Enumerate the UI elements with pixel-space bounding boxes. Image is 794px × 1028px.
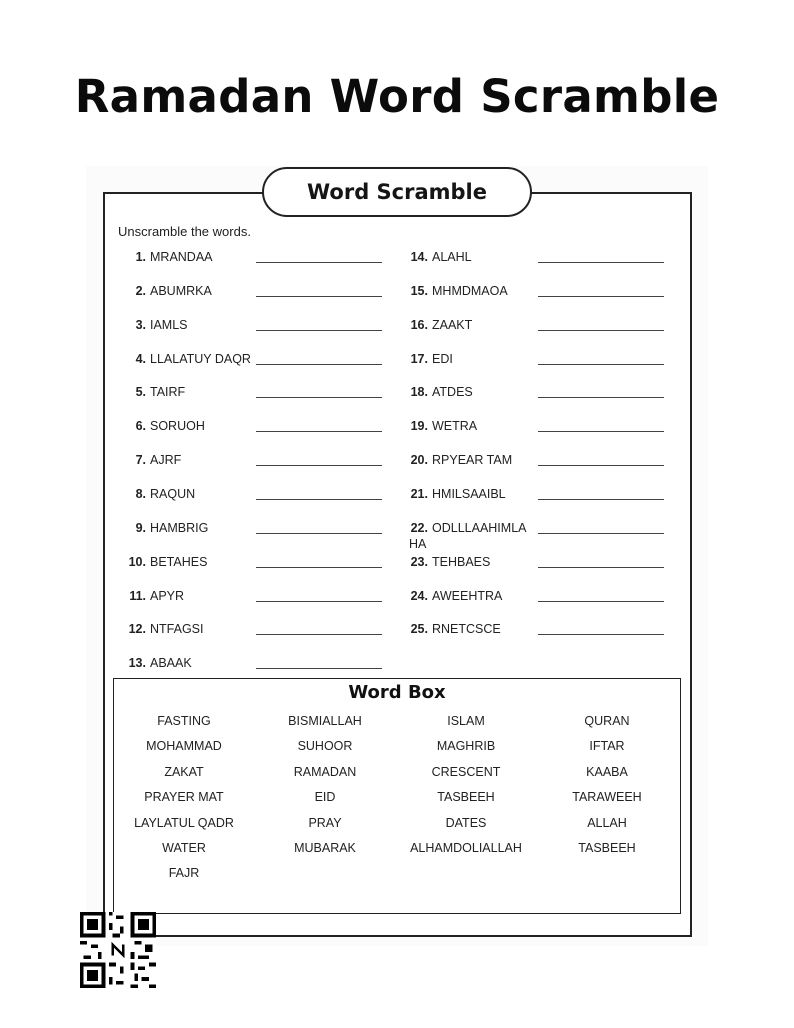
item-number: 17.: [410, 351, 428, 366]
answer-line[interactable]: [538, 465, 664, 466]
answer-line[interactable]: [256, 431, 382, 432]
scrambled-word: BETAHES: [150, 554, 208, 569]
scrambled-word: ODLLLAAHIMLA: [432, 520, 527, 535]
word-box-word: FASTING: [157, 714, 211, 728]
answer-line[interactable]: [256, 668, 382, 669]
scrambled-word: RPYEAR TAM: [432, 453, 513, 468]
word-box-word: LAYLATUL QADR: [134, 815, 234, 830]
scrambled-word: HAMBRIG: [150, 520, 209, 535]
word-box-word: CRESCENT: [431, 764, 501, 779]
scrambled-word: RNETCSCE: [432, 622, 501, 637]
scrambled-word: LLALATUY DAQR: [150, 351, 251, 366]
answer-line[interactable]: [256, 296, 382, 297]
answer-line[interactable]: [538, 567, 664, 568]
word-box-word: TASBEEH: [437, 790, 495, 805]
item-number: 8.: [135, 486, 146, 501]
item-number: 11.: [129, 588, 146, 603]
word-box-word: IFTAR: [589, 739, 625, 754]
item-number: 7.: [135, 453, 146, 468]
scrambled-word-wrap: HA: [409, 536, 427, 551]
scrambled-word: TAIRF: [150, 385, 186, 400]
item-number: 10.: [128, 554, 146, 569]
item-number: 14.: [410, 250, 428, 264]
word-box-word: MOHAMMAD: [146, 739, 222, 754]
scrambled-word: EDI: [432, 351, 453, 366]
word-box-word: RAMADAN: [293, 764, 357, 779]
word-box-word: ZAKAT: [164, 764, 204, 779]
answer-line[interactable]: [256, 397, 382, 398]
scrambled-word: ZAAKT: [432, 317, 473, 332]
word-box-word: WATER: [162, 841, 206, 855]
answer-line[interactable]: [256, 465, 382, 466]
item-number: 20.: [410, 453, 428, 468]
scrambled-word: HMILSAAIBL: [432, 486, 506, 501]
item-number: 1.: [135, 250, 146, 264]
answer-line[interactable]: [538, 296, 664, 297]
scrambled-word: MRANDAA: [150, 250, 213, 264]
instructions: Unscramble the words.: [118, 224, 251, 239]
answer-line[interactable]: [256, 499, 382, 500]
answer-line[interactable]: [538, 330, 664, 331]
word-box-word: TARAWEEH: [572, 790, 642, 805]
scrambled-word: APYR: [150, 588, 185, 603]
answer-line[interactable]: [538, 533, 664, 534]
item-number: 24.: [410, 588, 428, 603]
answer-line[interactable]: [538, 601, 664, 602]
scrambled-word: ALAHL: [432, 250, 472, 264]
item-number: 4.: [135, 351, 146, 366]
answer-line[interactable]: [538, 262, 664, 263]
item-number: 13.: [128, 656, 146, 671]
scrambled-word: ABAAK: [150, 656, 192, 671]
word-box-word: TASBEEH: [578, 841, 636, 855]
word-box-word: PRAYER MAT: [144, 790, 224, 805]
answer-line[interactable]: [538, 364, 664, 365]
item-number: 25.: [410, 622, 428, 637]
word-box-word: PRAY: [308, 815, 342, 830]
answer-line[interactable]: [256, 567, 382, 568]
word-box-word: KAABA: [586, 764, 628, 779]
word-box-word: ALLAH: [587, 815, 627, 830]
scrambled-word: AJRF: [150, 453, 182, 468]
answer-line[interactable]: [256, 262, 382, 263]
item-number: 2.: [135, 283, 146, 298]
scrambled-word: TEHBAES: [432, 554, 491, 569]
word-box-word: DATES: [445, 815, 487, 830]
scrambled-word: AWEEHTRA: [432, 588, 503, 603]
word-box-word: QURAN: [584, 714, 630, 728]
item-number: 5.: [135, 385, 146, 400]
scrambled-word: SORUOH: [150, 419, 205, 434]
answer-line[interactable]: [538, 634, 664, 635]
item-number: 22.: [410, 520, 428, 535]
word-box-title: Word Box: [348, 682, 446, 703]
answer-line[interactable]: [256, 330, 382, 331]
answer-line[interactable]: [538, 397, 664, 398]
word-box-word: MAGHRIB: [436, 739, 496, 754]
scrambled-word: RAQUN: [150, 486, 196, 501]
scrambled-word: ABUMRKA: [150, 283, 212, 298]
answer-line[interactable]: [256, 364, 382, 365]
scrambled-word: IAMLS: [150, 317, 188, 332]
scrambled-word: WETRA: [432, 419, 478, 434]
word-box-word: SUHOOR: [297, 739, 353, 754]
item-number: 16.: [410, 317, 428, 332]
word-box-word: MUBARAK: [294, 841, 356, 855]
word-box-word: ALHAMDOLIALLAH: [410, 841, 522, 855]
answer-line[interactable]: [256, 601, 382, 602]
word-box-word: EID: [314, 790, 336, 805]
item-number: 12.: [128, 622, 146, 637]
item-number: 21.: [410, 486, 428, 501]
answer-line[interactable]: [538, 499, 664, 500]
answer-line[interactable]: [256, 634, 382, 635]
item-number: 9.: [135, 520, 146, 535]
item-number: 3.: [135, 317, 146, 332]
worksheet-badge: Word Scramble: [262, 167, 532, 217]
qr-code-icon: [80, 912, 156, 988]
page-title: Ramadan Word Scramble: [74, 70, 720, 123]
word-box-word: ISLAM: [447, 714, 485, 728]
item-number: 15.: [410, 283, 428, 298]
scrambled-word: MHMDMAOA: [432, 283, 508, 298]
scrambled-word: NTFAGSI: [150, 622, 204, 637]
scrambled-word: ATDES: [432, 385, 473, 400]
word-box-word: FAJR: [168, 866, 200, 881]
item-number: 6.: [135, 419, 146, 434]
item-number: 19.: [410, 419, 428, 434]
item-number: 23.: [410, 554, 428, 569]
answer-line[interactable]: [538, 431, 664, 432]
word-box-word: BISMIALLAH: [288, 714, 362, 728]
item-number: 18.: [410, 385, 428, 400]
answer-line[interactable]: [256, 533, 382, 534]
